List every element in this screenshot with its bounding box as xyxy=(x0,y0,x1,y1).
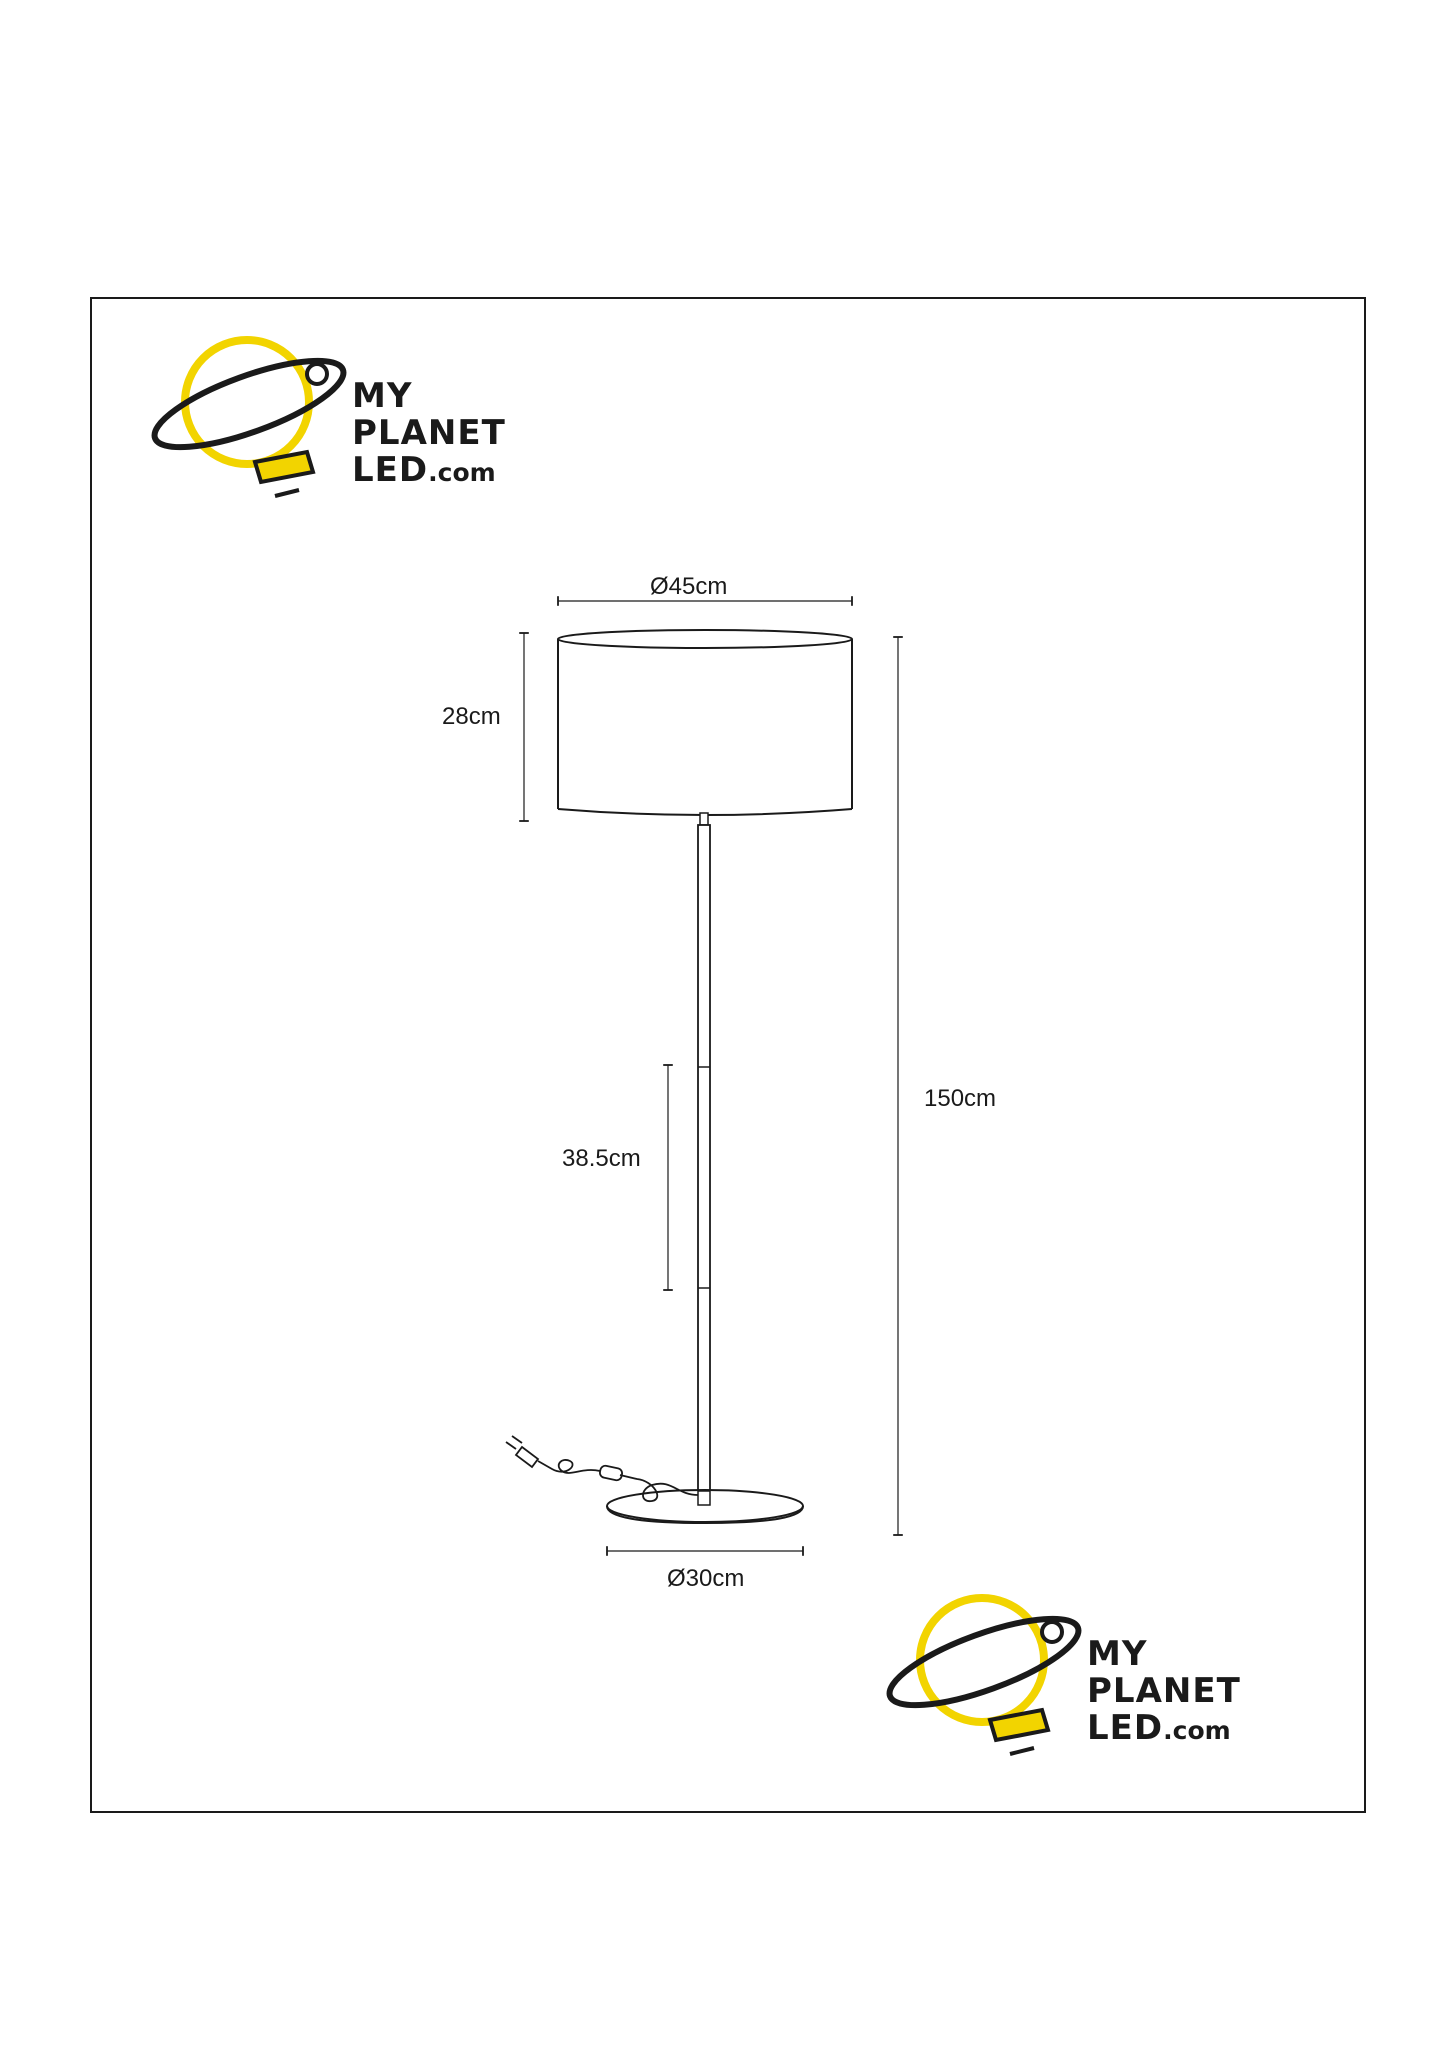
drawing-sheet xyxy=(90,297,1366,1813)
brand-line-3: LED xyxy=(1087,1708,1164,1748)
plug-icon xyxy=(516,1447,538,1467)
brand-line-3: LED xyxy=(352,450,429,490)
label-shade-height: 28cm xyxy=(442,703,501,730)
lamp-stem xyxy=(698,813,710,1505)
brand-suffix: .com xyxy=(428,458,496,487)
lamp-base xyxy=(607,1490,803,1523)
brand-line-2: PLANET xyxy=(352,413,506,453)
lamp-shade xyxy=(558,630,852,815)
brand-suffix: .com xyxy=(1163,1716,1231,1745)
inline-switch-icon xyxy=(599,1465,623,1481)
brand-line-1: MY xyxy=(352,376,413,416)
label-stem-section: 38.5cm xyxy=(562,1145,641,1172)
brand-line-2: PLANET xyxy=(1087,1671,1241,1711)
label-shade-diameter: Ø45cm xyxy=(650,573,728,600)
label-base-diameter: Ø30cm xyxy=(667,1565,745,1592)
brand-line-1: MY xyxy=(1087,1634,1148,1674)
label-total-height: 150cm xyxy=(924,1085,997,1112)
